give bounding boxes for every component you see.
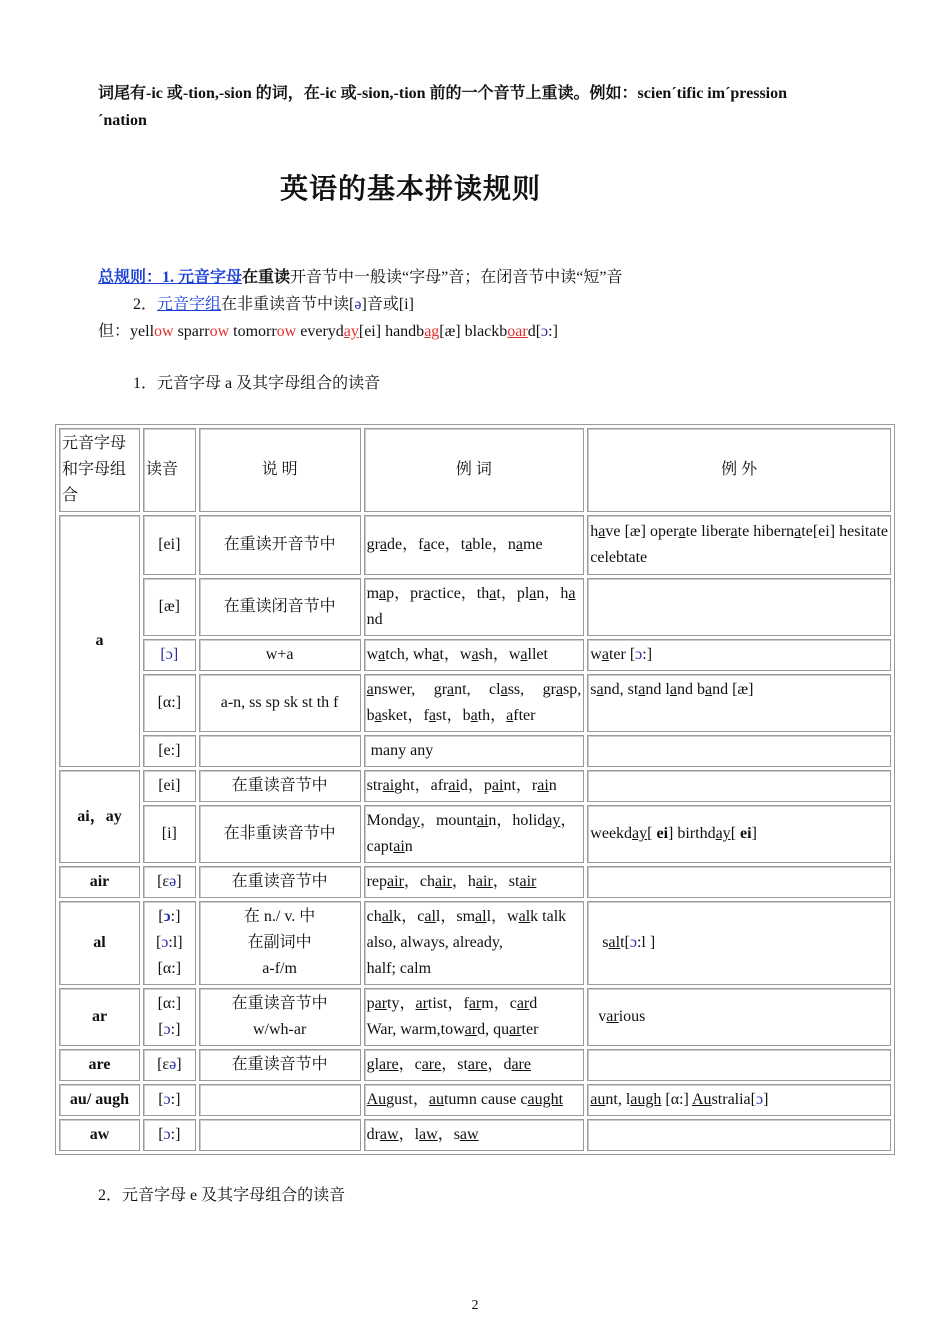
- but-phonetic: ɔ: [541, 323, 549, 340]
- but-highlight: ow: [209, 323, 230, 340]
- cell-pronunciation: [e:]: [143, 735, 196, 767]
- cell-examples: chalk，call，small，walk talk also, always, already, half; calm: [364, 901, 585, 985]
- rule-2-text-a: 在非重读音节中读[: [221, 296, 355, 313]
- table-row: [59, 1049, 891, 1081]
- rule-1-bold: 在重读: [242, 269, 291, 286]
- cell-pronunciation: [ɔ:]: [143, 1119, 196, 1151]
- but-word: [æ] blackb: [439, 323, 508, 340]
- rule-1-text: 开音节中一般读“字母”音；在闭音节中读“短”音: [290, 269, 623, 286]
- rule-2-link[interactable]: 元音字组: [157, 296, 222, 313]
- but-label: 但：: [98, 323, 131, 340]
- cell-examples: watch, what，wash，wallet: [364, 639, 585, 671]
- cell-exceptions: [587, 1049, 891, 1081]
- cell-examples: straight，afraid，paint，rain: [364, 770, 585, 802]
- header-examples: 例 词: [364, 428, 585, 512]
- cell-pronunciation: [i]: [143, 805, 196, 863]
- cell-examples: draw，law，saw: [364, 1119, 585, 1151]
- cell-examples: party，artist，farm，card War, warm,toward, quarter: [364, 988, 585, 1046]
- header-exceptions: 例 外: [587, 428, 891, 512]
- cell-letter-ar: ar: [59, 988, 140, 1046]
- cell-letter-air: air: [59, 866, 140, 898]
- rule-2-text-b: ]音或[i]: [361, 296, 414, 313]
- section-1-heading: 1．元音字母 a 及其字母组合的读音: [133, 375, 381, 392]
- but-word: sparr: [173, 323, 210, 340]
- cell-explanation: 在重读开音节中: [199, 515, 361, 575]
- cell-letter-ai-ay: ai，ay: [59, 770, 140, 863]
- intro-paragraph: [98, 80, 868, 134]
- table-row: [59, 1119, 891, 1151]
- cell-explanation: a-n, ss sp sk st th f: [199, 674, 361, 732]
- intro-line-2: ´nation: [98, 112, 147, 129]
- cell-pronunciation: [æ]: [143, 578, 196, 636]
- cell-examples: answer, grant, class, grasp, basket，fast，bath，after: [364, 674, 585, 732]
- cell-pronunciation: [εə]: [143, 866, 196, 898]
- but-word: everyd: [296, 323, 344, 340]
- page-title: 英语的基本拼读规则: [280, 174, 542, 205]
- cell-pronunciation: [ↄ:] [ɔ:l] [α:]: [143, 901, 196, 985]
- cell-exceptions: water [ɔ:]: [587, 639, 891, 671]
- section-2-heading: 2．元音字母 e 及其字母组合的读音: [98, 1187, 346, 1204]
- cell-explanation: w+a: [199, 639, 361, 671]
- cell-pronunciation: [εə]: [143, 1049, 196, 1081]
- table-row: [59, 901, 891, 985]
- cell-pronunciation: [α:]: [143, 674, 196, 732]
- cell-letter-aw: aw: [59, 1119, 140, 1151]
- cell-exceptions: [587, 770, 891, 802]
- cell-exceptions: [587, 1119, 891, 1151]
- cell-exceptions: salt[ɔ:l ]: [587, 901, 891, 985]
- page-number: 2: [471, 1298, 479, 1313]
- table-row: [59, 770, 891, 802]
- cell-pronunciation: [ei]: [143, 515, 196, 575]
- cell-exceptions: various: [587, 988, 891, 1046]
- but-word: [ei] handb: [358, 323, 425, 340]
- cell-examples: August，autumn cause caught: [364, 1084, 585, 1116]
- but-word: d[: [527, 323, 542, 340]
- table-header-row: [59, 428, 891, 512]
- table-row: [59, 866, 891, 898]
- cell-exceptions: weekday[ ei] birthday[ ei]: [587, 805, 891, 863]
- header-letter-combo: 元音字母和字母组合: [59, 428, 140, 512]
- pronunciation-table: [55, 424, 895, 1155]
- cell-explanation: [199, 735, 361, 767]
- general-rule-1: [98, 266, 622, 290]
- cell-exceptions: [587, 578, 891, 636]
- table-row: [59, 988, 891, 1046]
- cell-letter-are: are: [59, 1049, 140, 1081]
- intro-line-1: 词尾有-ic 或-tion,-sion 的词，在-ic 或-sion,-tion 前的一个音节上重读。例如：scien´tific im´pression: [98, 85, 788, 102]
- cell-explanation: 在 n./ v. 中 在副词中 a-f/m: [199, 901, 361, 985]
- table-row: [59, 805, 891, 863]
- cell-exceptions: [587, 866, 891, 898]
- general-rule-2: [133, 293, 414, 317]
- cell-letter-al: al: [59, 901, 140, 985]
- header-pronunciation: 读音: [143, 428, 196, 512]
- cell-exceptions: sand, stand land band [æ]: [587, 674, 891, 732]
- cell-letter-a: a: [59, 515, 140, 767]
- but-highlight: oar: [507, 323, 528, 340]
- cell-explanation: 在重读闭音节中: [199, 578, 361, 636]
- cell-examples: grade，face，table，name: [364, 515, 585, 575]
- table-row: [59, 515, 891, 575]
- cell-examples: many any: [364, 735, 585, 767]
- but-word: yell: [130, 323, 155, 340]
- cell-explanation: 在非重读音节中: [199, 805, 361, 863]
- cell-exceptions: [587, 735, 891, 767]
- cell-explanation: [199, 1084, 361, 1116]
- cell-examples: map，practice，that，plan，hand: [364, 578, 585, 636]
- exceptions-line: [98, 320, 558, 344]
- table-row: [59, 578, 891, 636]
- cell-exceptions: aunt, laugh [α:] Australia[ɔ]: [587, 1084, 891, 1116]
- but-word: :]: [548, 323, 558, 340]
- cell-examples: glare，care，stare，dare: [364, 1049, 585, 1081]
- cell-pronunciation: [ɔ]: [143, 639, 196, 671]
- cell-letter-au-augh: au/ augh: [59, 1084, 140, 1116]
- cell-examples: Monday，mountain，holiday，captain: [364, 805, 585, 863]
- but-highlight: ag: [424, 323, 440, 340]
- cell-pronunciation: [ei]: [143, 770, 196, 802]
- cell-pronunciation: [α:] [ɔ:]: [143, 988, 196, 1046]
- cell-explanation: [199, 1119, 361, 1151]
- table-row: [59, 674, 891, 732]
- cell-explanation: 在重读音节中 w/wh-ar: [199, 988, 361, 1046]
- header-explanation: 说 明: [199, 428, 361, 512]
- but-highlight: ow: [154, 323, 174, 340]
- cell-explanation: 在重读音节中: [199, 866, 361, 898]
- cell-examples: repair，chair，hair，stair: [364, 866, 585, 898]
- but-highlight: ay: [343, 323, 359, 340]
- rule-1-label[interactable]: 总规则：1. 元音字母: [98, 269, 243, 286]
- rule-2-num: 2．: [133, 296, 158, 313]
- but-word: tomorr: [229, 323, 277, 340]
- cell-explanation: 在重读音节中: [199, 770, 361, 802]
- cell-explanation: 在重读音节中: [199, 1049, 361, 1081]
- cell-exceptions: have [æ] operate liberate hibernate[ei] hesitate celebtate: [587, 515, 891, 575]
- table-row: [59, 639, 891, 671]
- table-row: [59, 735, 891, 767]
- schwa-symbol: ə: [354, 296, 362, 313]
- table-row: [59, 1084, 891, 1116]
- but-highlight: ow: [276, 323, 297, 340]
- cell-pronunciation: [ɔ:]: [143, 1084, 196, 1116]
